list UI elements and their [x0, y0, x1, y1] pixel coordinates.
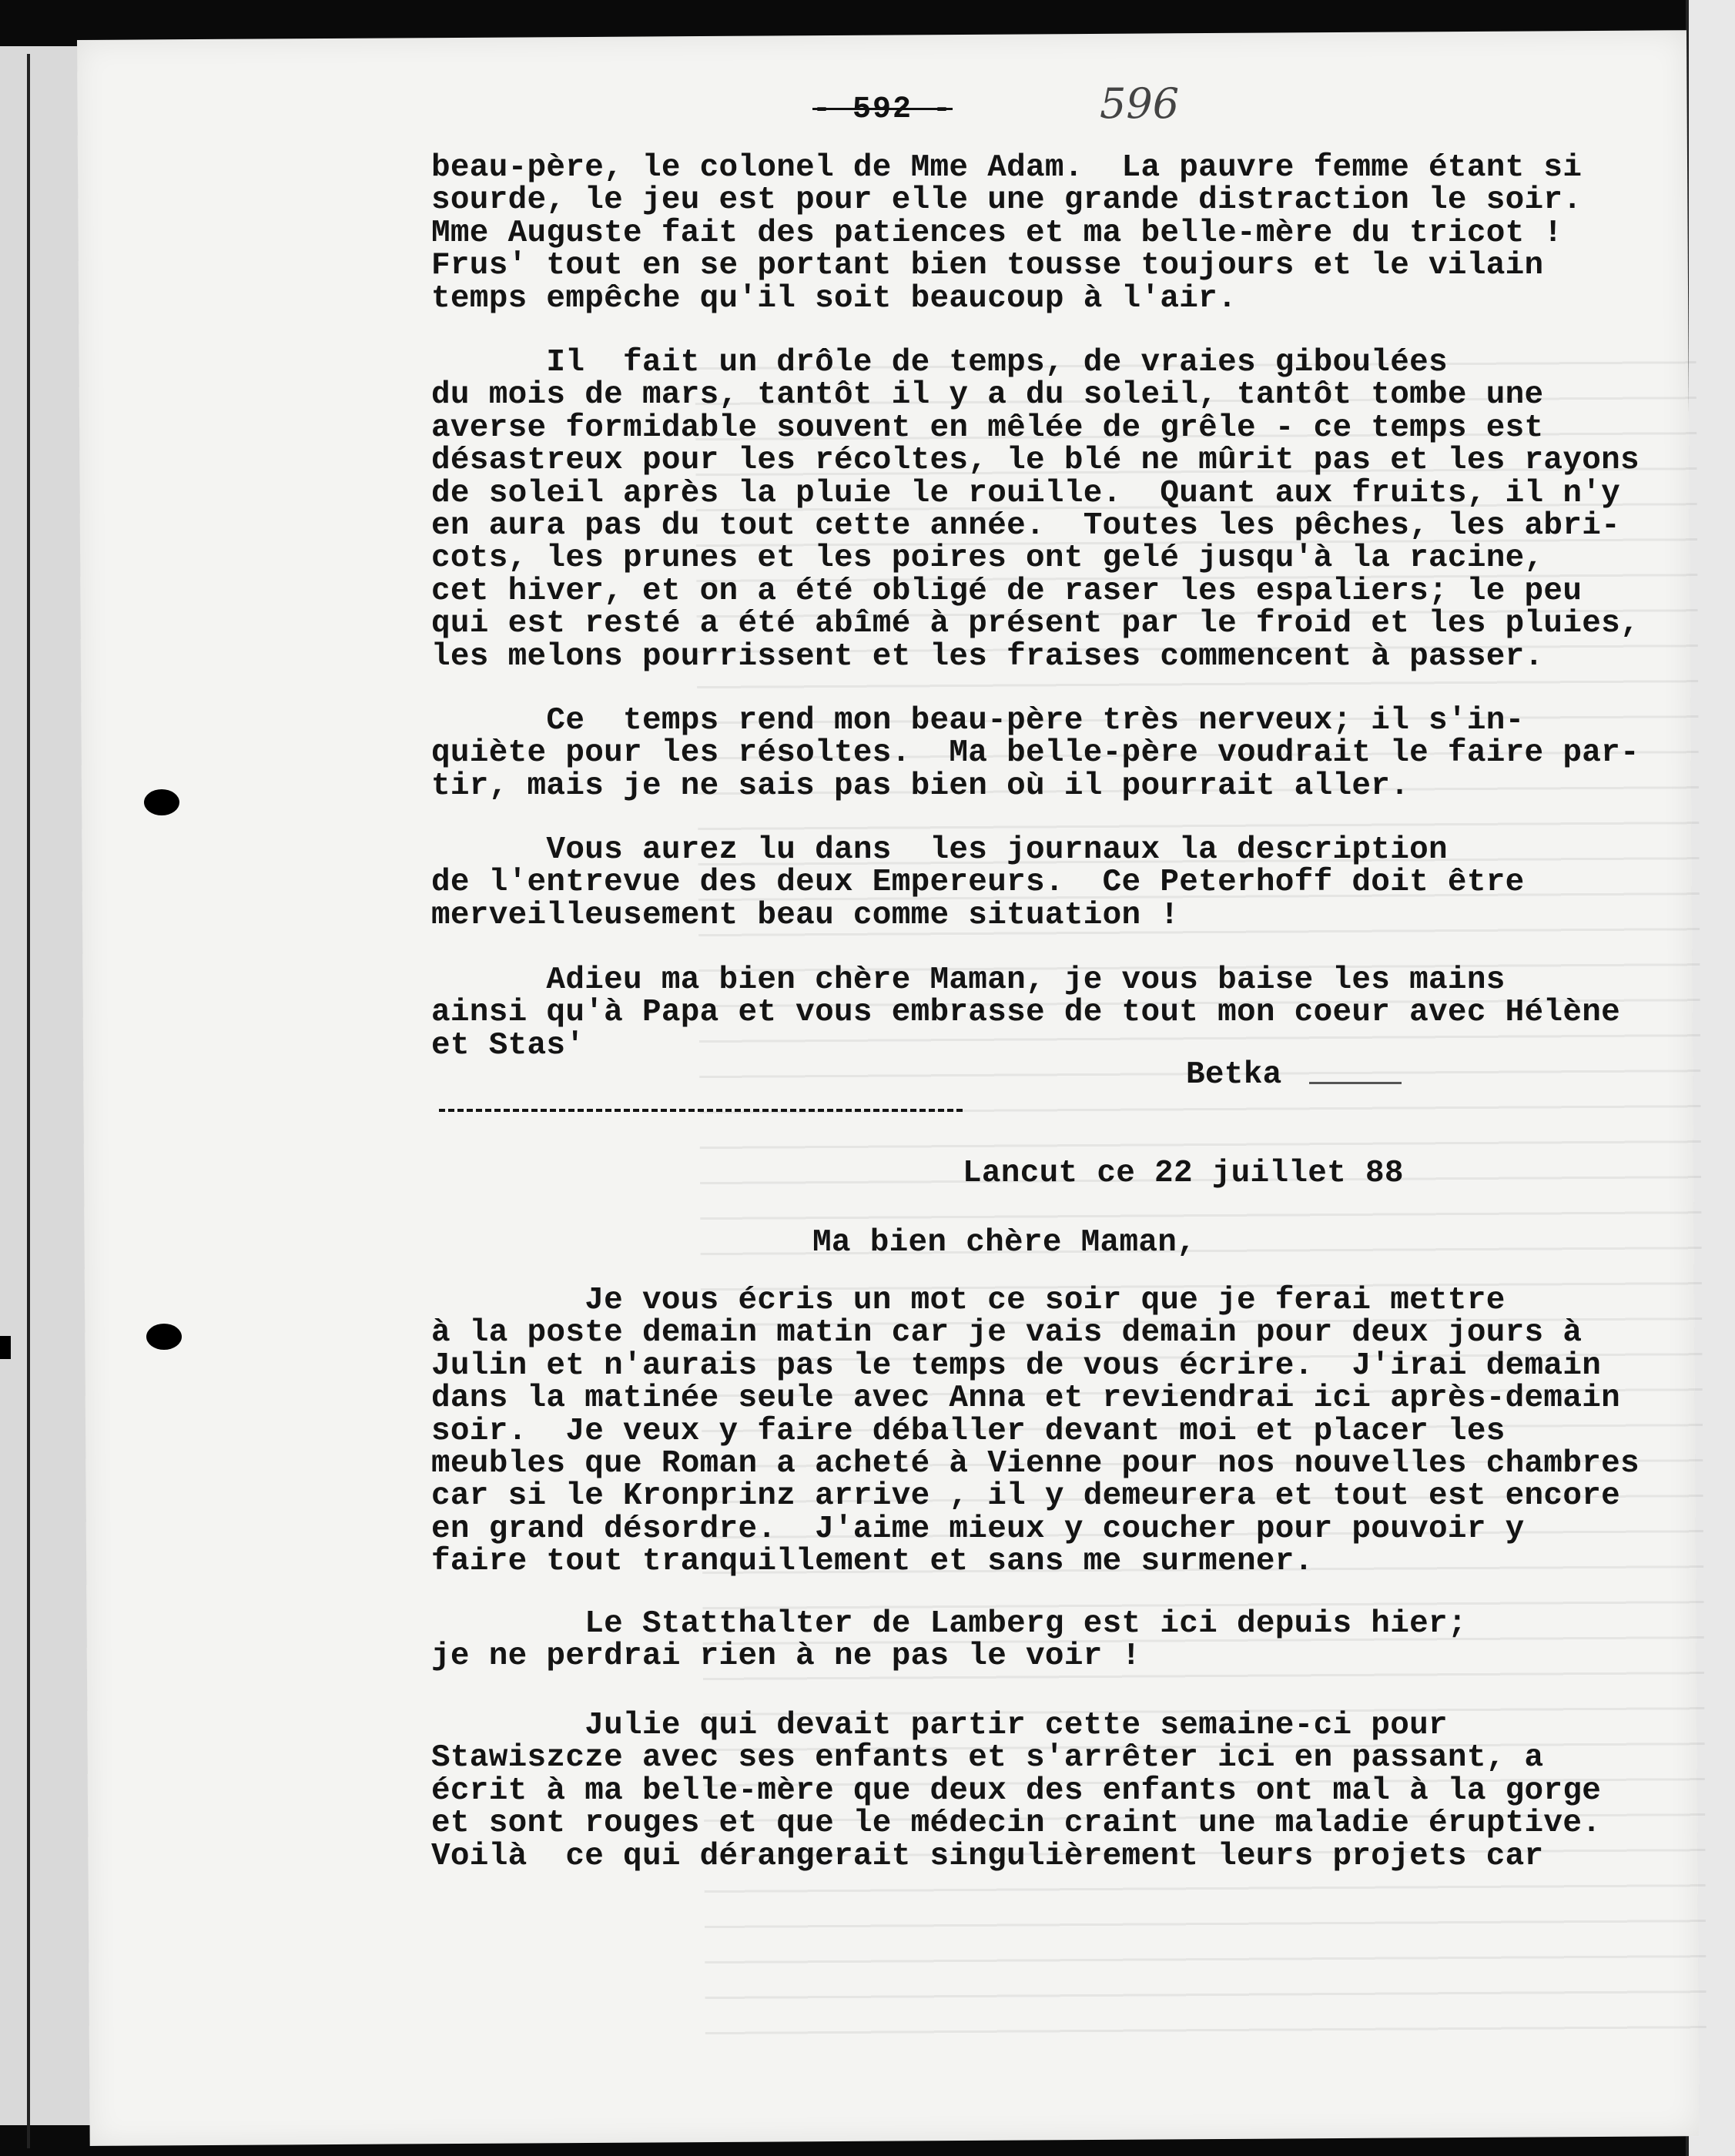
letter2-paragraph: Je vous écris un mot ce soir que je ferai mettre à la poste demain matin car je vais demain pour deux jours à Julin et n'aurais pas le temps de vous écrire. J'irai demain dans la matinée seule avec Anna et reviendrai ici après-demain soir. Je veux y faire déballer devant moi et placer les meubles que Roman a acheté à Vienne pour nos nouvelles chambres car si le Kronprinz arrive , il y demeurera et tout est encore en grand désordre. J'aime mieux y coucher pour pouvoir y faire tout tranquillement et sans me surmener. — [431, 1283, 1640, 1580]
letter2-paragraph: Le Statthalter de Lamberg est ici depuis hier; je ne perdrai rien à ne pas le voir ! — [431, 1606, 1467, 1675]
letter1-paragraph: beau-père, le colonel de Mme Adam. La pauvre femme étant si sourde, le jeu est pour elle une grande distraction le soir. Mme Auguste fait des patiences et ma belle-mère du tricot ! Frus' tout en se portant bien tousse toujours et le vilain temps empêche qu'il soit beaucoup à l'air. — [431, 150, 1583, 316]
handwritten-page-number: 596 — [1100, 79, 1180, 128]
letter1-paragraph: Il fait un drôle de temps, de vraies giboulées du mois de mars, tantôt il y a du soleil, tantôt tombe une averse formidable souvent en mêlée de grêle - ce temps est désastreux pour les récoltes, le blé ne mûrit pas et les rayons de soleil après la pluie le rouille. Quant aux fruits, il n'y en aura pas du tout cette année. Toutes les pêches, les abri- cots, les prunes et les poires ont gelé jusqu'à la racine, cet hiver, et on a été obligé de raser les espaliers; le peu qui est resté a été abîmé à présent par le froid et les pluies, les melons pourrissent et les fraises commencent à passer. — [431, 345, 1640, 675]
letter1-paragraph: Adieu ma bien chère Maman, je vous baise les mains ainsi qu'à Papa et vous embrasse de tout mon coeur avec Hélène et Stas' — [431, 962, 1621, 1063]
letter2-paragraph: Julie qui devait partir cette semaine-ci pour Stawiszcze avec ses enfants et s'arrêter ici en passant, a écrit à ma belle-mère que deux des enfants ont mal à la gorge et sont rouges et que le médecin craint une maladie éruptive. Voilà ce qui dérangerait singulièrement leurs projets car — [431, 1708, 1602, 1874]
page-number — [812, 92, 966, 127]
salutation: Ma bien chère Maman, — [812, 1225, 1197, 1260]
typed-page-number: - 592 - — [812, 92, 953, 127]
punch-hole-lower — [146, 1324, 182, 1350]
signature: Betka — [1186, 1057, 1282, 1093]
edge-mark — [0, 1336, 11, 1359]
signature-underline — [1309, 1082, 1402, 1084]
letter1-paragraph: Vous aurez lu dans les journaux la description de l'entrevue des deux Empereurs. Ce Peterhoff doit être merveilleusement beau comme situation ! — [431, 832, 1525, 933]
letter1-paragraph: Ce temps rend mon beau-père très nerveux; il s'in- quiète pour les résoltes. Ma belle-père voudrait le faire par- tir, mais je ne sais pas bien où il pourrait aller. — [431, 703, 1640, 804]
letter-separator — [439, 1109, 963, 1112]
dateline: Lancut ce 22 juillet 88 — [963, 1156, 1404, 1191]
underlying-sheet-edge — [27, 54, 30, 2148]
punch-hole-upper — [144, 789, 179, 815]
